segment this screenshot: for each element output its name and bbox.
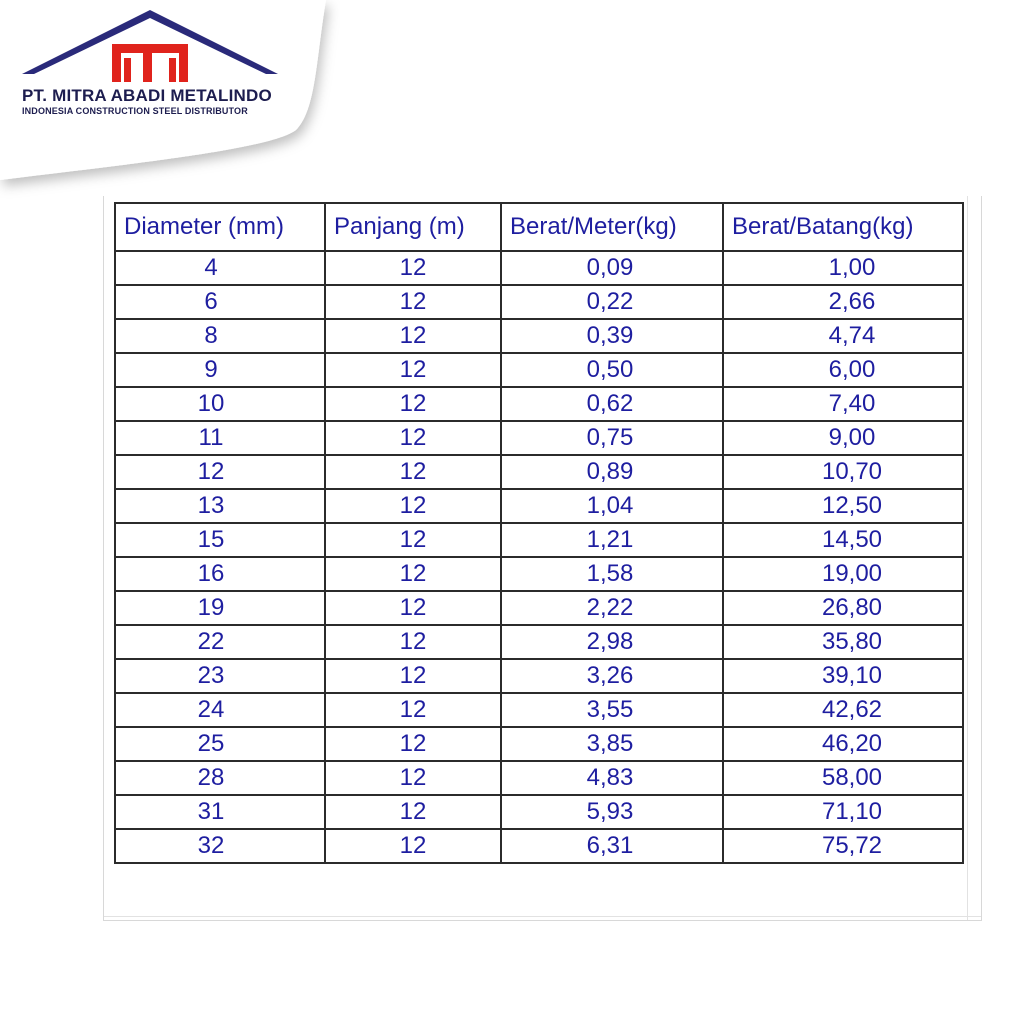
grid-line [104, 916, 981, 917]
panjang-cell: 12 [325, 829, 501, 863]
diameter-cell: 10 [115, 387, 325, 421]
berat-meter-cell: 4,83 [501, 761, 723, 795]
diameter-cell: 4 [115, 251, 325, 285]
table-row [115, 319, 963, 353]
table-body [115, 251, 963, 863]
berat-batang-cell: 9,00 [723, 421, 963, 455]
header-berat-meter: Berat/Meter(kg) [501, 203, 723, 251]
berat-meter-cell: 0,89 [501, 455, 723, 489]
berat-meter-cell: 0,09 [501, 251, 723, 285]
berat-batang-cell: 1,00 [723, 251, 963, 285]
panjang-cell: 12 [325, 387, 501, 421]
table-row [115, 455, 963, 489]
diameter-cell: 28 [115, 761, 325, 795]
berat-meter-cell: 0,50 [501, 353, 723, 387]
company-tagline: INDONESIA CONSTRUCTION STEEL DISTRIBUTOR [22, 106, 248, 116]
diameter-cell: 25 [115, 727, 325, 761]
diameter-cell: 13 [115, 489, 325, 523]
table-row [115, 591, 963, 625]
berat-batang-cell: 42,62 [723, 693, 963, 727]
berat-batang-cell: 2,66 [723, 285, 963, 319]
table-row [115, 285, 963, 319]
berat-meter-cell: 1,04 [501, 489, 723, 523]
diameter-cell: 32 [115, 829, 325, 863]
steel-weight-table [114, 202, 964, 864]
berat-batang-cell: 6,00 [723, 353, 963, 387]
berat-meter-cell: 1,58 [501, 557, 723, 591]
panjang-cell: 12 [325, 625, 501, 659]
berat-meter-cell: 0,62 [501, 387, 723, 421]
diameter-cell: 24 [115, 693, 325, 727]
table-row [115, 795, 963, 829]
panjang-cell: 12 [325, 319, 501, 353]
diameter-cell: 15 [115, 523, 325, 557]
panjang-cell: 12 [325, 251, 501, 285]
table-row [115, 659, 963, 693]
berat-batang-cell: 19,00 [723, 557, 963, 591]
panjang-cell: 12 [325, 557, 501, 591]
table-row [115, 421, 963, 455]
berat-batang-cell: 14,50 [723, 523, 963, 557]
logo-card [0, 0, 340, 200]
panjang-cell: 12 [325, 761, 501, 795]
panjang-cell: 12 [325, 455, 501, 489]
berat-meter-cell: 0,22 [501, 285, 723, 319]
berat-meter-cell: 0,75 [501, 421, 723, 455]
berat-batang-cell: 71,10 [723, 795, 963, 829]
table-row [115, 761, 963, 795]
berat-batang-cell: 10,70 [723, 455, 963, 489]
berat-batang-cell: 26,80 [723, 591, 963, 625]
diameter-cell: 8 [115, 319, 325, 353]
berat-batang-cell: 12,50 [723, 489, 963, 523]
table-row [115, 625, 963, 659]
panjang-cell: 12 [325, 795, 501, 829]
diameter-cell: 23 [115, 659, 325, 693]
berat-batang-cell: 7,40 [723, 387, 963, 421]
berat-meter-cell: 3,85 [501, 727, 723, 761]
berat-meter-cell: 3,55 [501, 693, 723, 727]
company-name: PT. MITRA ABADI METALINDO [22, 86, 272, 105]
berat-meter-cell: 1,21 [501, 523, 723, 557]
berat-meter-cell: 2,98 [501, 625, 723, 659]
diameter-cell: 16 [115, 557, 325, 591]
berat-meter-cell: 3,26 [501, 659, 723, 693]
table-row [115, 557, 963, 591]
table-header-row [115, 203, 963, 251]
berat-meter-cell: 2,22 [501, 591, 723, 625]
diameter-cell: 11 [115, 421, 325, 455]
berat-meter-cell: 6,31 [501, 829, 723, 863]
panjang-cell: 12 [325, 285, 501, 319]
table-row [115, 251, 963, 285]
table-row [115, 693, 963, 727]
diameter-cell: 6 [115, 285, 325, 319]
berat-batang-cell: 35,80 [723, 625, 963, 659]
berat-batang-cell: 4,74 [723, 319, 963, 353]
panjang-cell: 12 [325, 727, 501, 761]
spreadsheet-area [103, 196, 982, 921]
table-row [115, 353, 963, 387]
table-row [115, 387, 963, 421]
table-row [115, 489, 963, 523]
table-row [115, 727, 963, 761]
berat-meter-cell: 5,93 [501, 795, 723, 829]
berat-batang-cell: 75,72 [723, 829, 963, 863]
table-row [115, 829, 963, 863]
diameter-cell: 19 [115, 591, 325, 625]
table-row [115, 523, 963, 557]
company-logo-icon [20, 8, 280, 88]
panjang-cell: 12 [325, 591, 501, 625]
header-panjang: Panjang (m) [325, 203, 501, 251]
diameter-cell: 22 [115, 625, 325, 659]
diameter-cell: 12 [115, 455, 325, 489]
panjang-cell: 12 [325, 489, 501, 523]
header-berat-batang: Berat/Batang(kg) [723, 203, 963, 251]
berat-batang-cell: 39,10 [723, 659, 963, 693]
panjang-cell: 12 [325, 693, 501, 727]
berat-batang-cell: 46,20 [723, 727, 963, 761]
panjang-cell: 12 [325, 353, 501, 387]
panjang-cell: 12 [325, 659, 501, 693]
panjang-cell: 12 [325, 421, 501, 455]
diameter-cell: 9 [115, 353, 325, 387]
berat-batang-cell: 58,00 [723, 761, 963, 795]
diameter-cell: 31 [115, 795, 325, 829]
header-diameter: Diameter (mm) [115, 203, 325, 251]
panjang-cell: 12 [325, 523, 501, 557]
grid-line [967, 196, 968, 920]
berat-meter-cell: 0,39 [501, 319, 723, 353]
